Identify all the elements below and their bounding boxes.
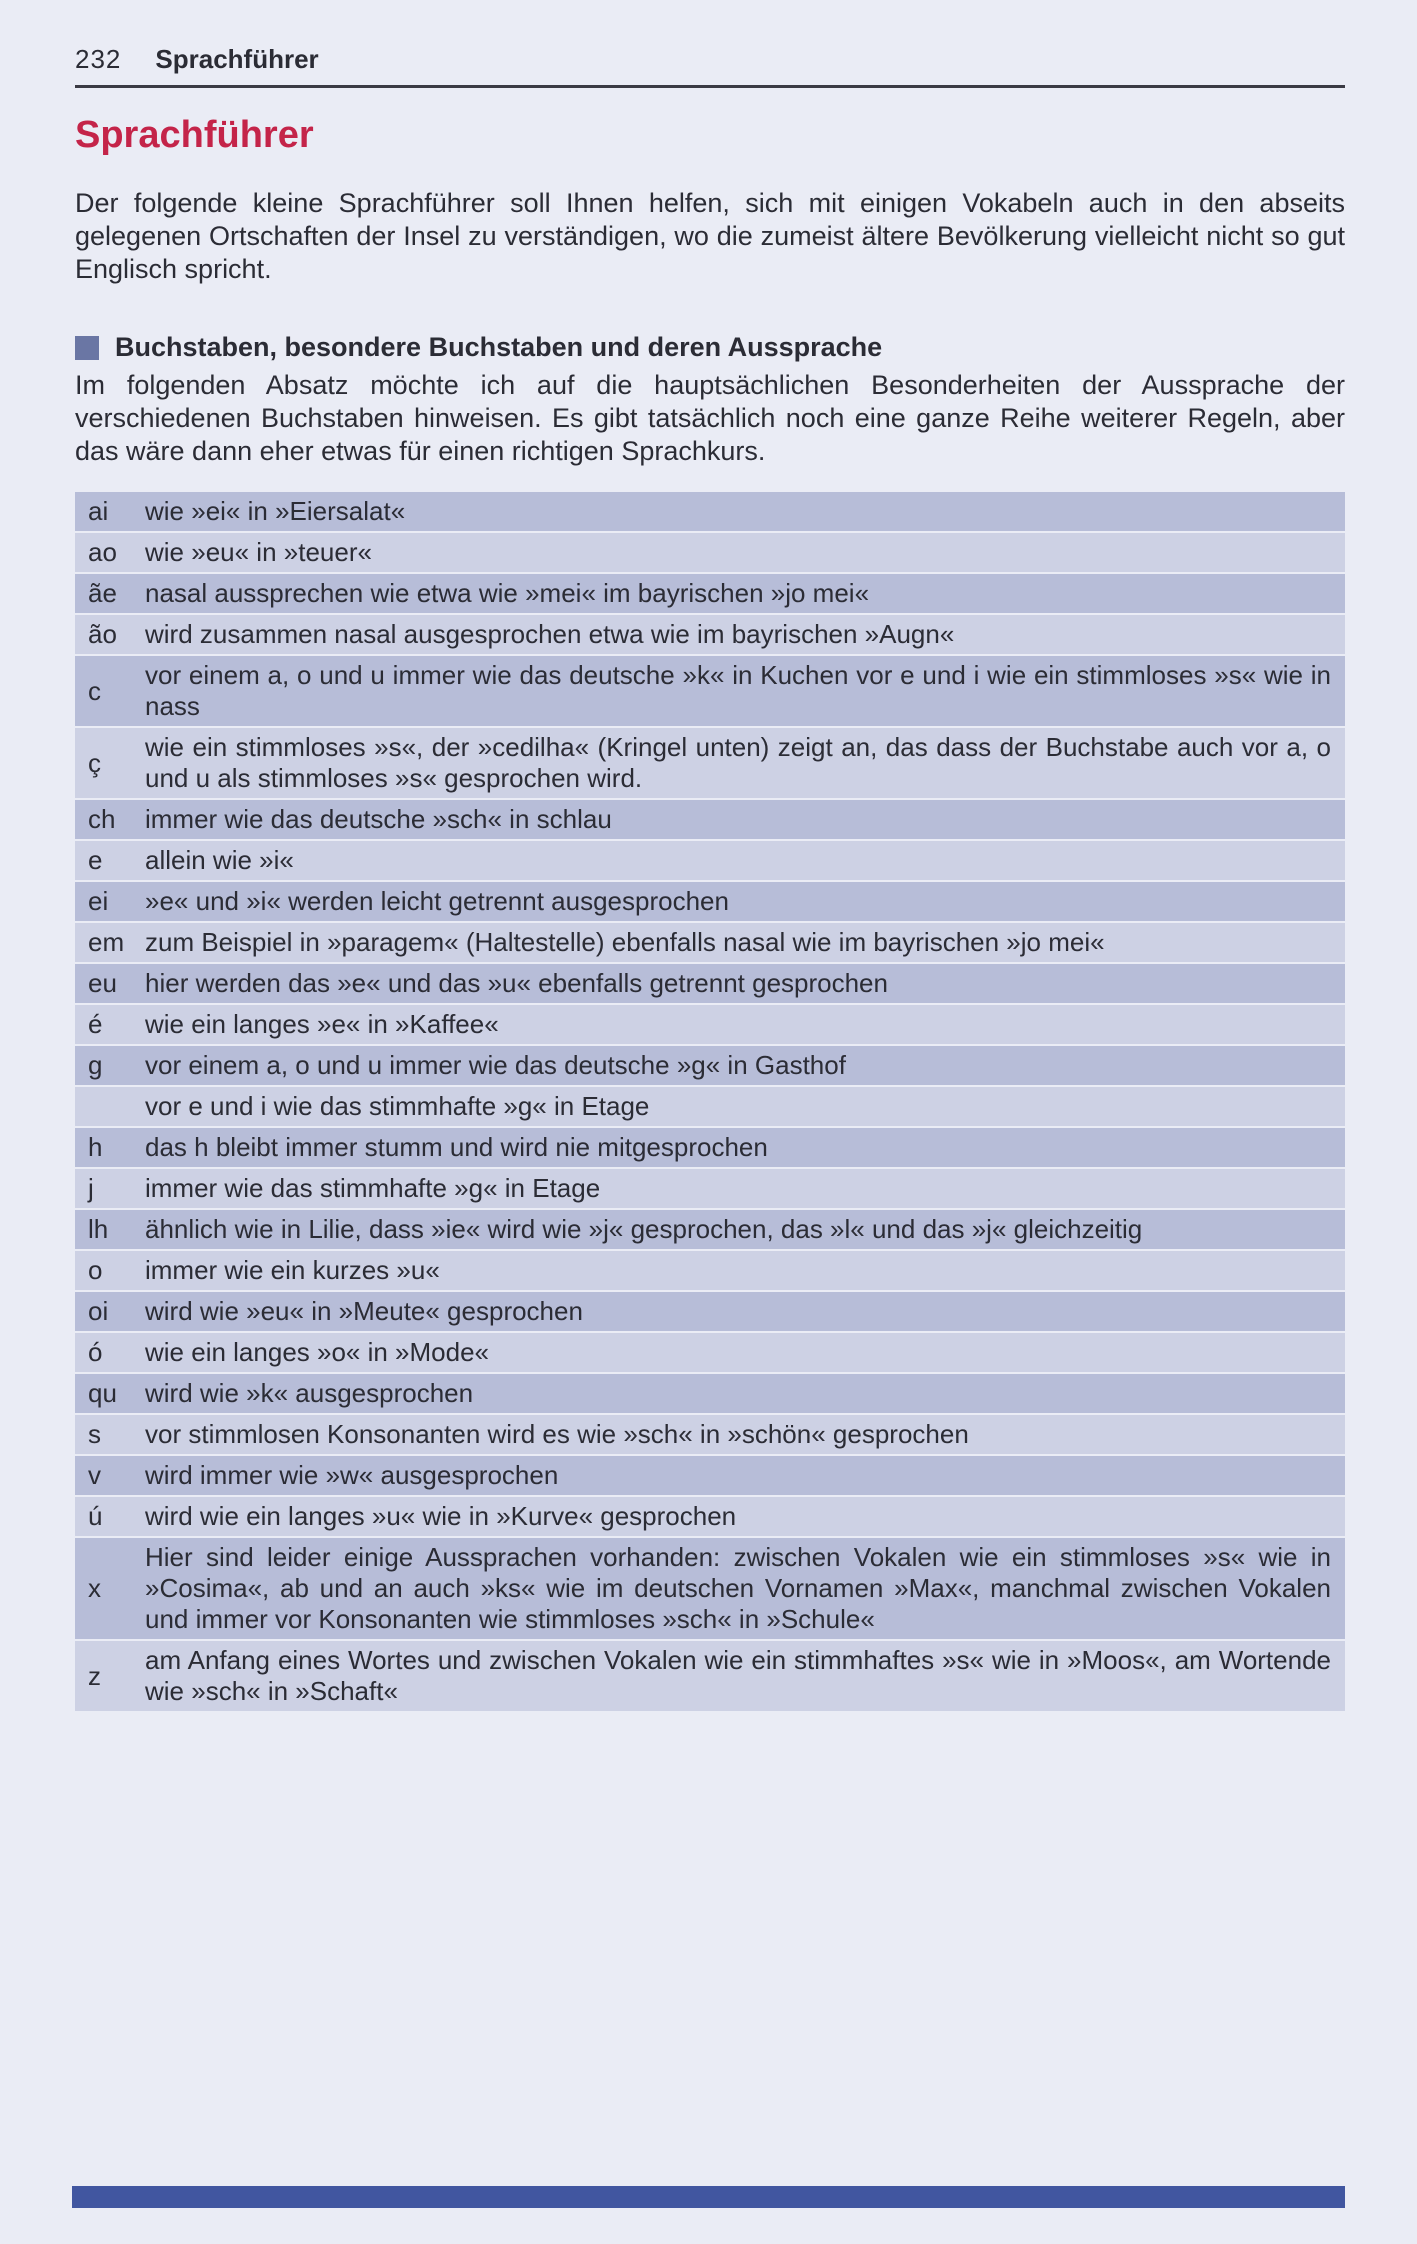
table-row xyxy=(75,1641,1345,1711)
letter-cell: eu xyxy=(88,968,117,998)
description-cell: zum Beispiel in »paragem« (Haltestelle) ebenfalls nasal wie im bayrischen »jo mei« xyxy=(145,927,1105,957)
section-heading-text: Buchstaben, besondere Buchstaben und deren Aussprache xyxy=(115,332,883,362)
table-row xyxy=(75,1128,1345,1167)
description-cell: wird wie »k« ausgesprochen xyxy=(145,1378,474,1408)
letter-cell: lh xyxy=(88,1214,109,1244)
letter-cell: ai xyxy=(88,496,109,526)
letter-cell: ch xyxy=(88,804,116,834)
table-row xyxy=(75,574,1345,613)
table-row xyxy=(75,841,1345,880)
table-row xyxy=(75,1333,1345,1372)
section-heading xyxy=(75,332,1345,363)
description-cell: wie ein langes »e« in »Kaffee« xyxy=(145,1009,499,1039)
table-row xyxy=(75,882,1345,921)
letter-cell: ãe xyxy=(88,578,117,608)
intro-paragraph: Der folgende kleine Sprachführer soll Ihnen helfen, sich mit einigen Vokabeln auch in den abseits gelegenen Ortschaften der Insel zu verständigen, wo die zumeist ältere Bevölkerung vielleicht nicht so gut Englisch spricht. xyxy=(75,188,1345,284)
description-cell: das h bleibt immer stumm und wird nie mitgesprochen xyxy=(145,1132,768,1162)
description-cell: wie »eu« in »teuer« xyxy=(145,537,372,567)
page-number: 232 xyxy=(75,44,122,74)
letter-cell: x xyxy=(88,1573,101,1603)
table-row xyxy=(75,615,1345,654)
letter-cell: ão xyxy=(88,619,117,649)
letter-cell: qu xyxy=(88,1378,117,1408)
running-title: Sprachführer xyxy=(155,44,319,74)
description-cell: wird immer wie »w« ausgesprochen xyxy=(145,1460,559,1490)
table-row xyxy=(75,1456,1345,1495)
letter-cell: e xyxy=(88,845,103,875)
letter-cell: h xyxy=(88,1132,103,1162)
page-title: Sprachführer xyxy=(75,114,314,156)
description-cell: ähnlich wie in Lilie, dass »ie« wird wie »j« gesprochen, das »l« und das »j« gleichzeitig xyxy=(145,1214,1143,1244)
letter-cell: o xyxy=(88,1255,103,1285)
table-row xyxy=(75,1005,1345,1044)
description-cell: allein wie »i« xyxy=(145,845,294,875)
table-row xyxy=(75,1292,1345,1331)
description-cell: wie ein langes »o« in »Mode« xyxy=(145,1337,490,1367)
running-head xyxy=(75,44,1345,88)
table-row xyxy=(75,1538,1345,1639)
table-row xyxy=(75,533,1345,572)
letter-cell: s xyxy=(88,1419,101,1449)
table-row xyxy=(75,656,1345,726)
table-row xyxy=(75,1087,1345,1126)
table-row xyxy=(75,800,1345,839)
description-cell: vor e und i wie das stimmhafte »g« in Etage xyxy=(145,1091,650,1121)
table-row xyxy=(75,1497,1345,1536)
letter-cell: ú xyxy=(88,1501,103,1531)
letter-cell: em xyxy=(88,927,125,957)
letter-cell: z xyxy=(88,1660,101,1691)
description-cell: »e« und »i« werden leicht getrennt ausgesprochen xyxy=(145,886,729,916)
table-row xyxy=(75,1251,1345,1290)
pronunciation-table xyxy=(75,492,1345,1711)
description-cell: wie ein stimmloses »s«, der »cedilha« (Kringel unten) zeigt an, das dass der Buchstabe auch vor a, o und u als stimmloses »s« gesprochen wird. xyxy=(145,732,1331,793)
table-row xyxy=(75,1046,1345,1085)
description-cell: hier werden das »e« und das »u« ebenfalls getrennt gesprochen xyxy=(145,968,888,998)
footer-bar xyxy=(72,2186,1345,2208)
description-cell: wird wie ein langes »u« wie in »Kurve« gesprochen xyxy=(145,1501,737,1531)
description-cell: wird wie »eu« in »Meute« gesprochen xyxy=(145,1296,583,1326)
letter-cell: v xyxy=(88,1460,101,1490)
table-row xyxy=(75,1415,1345,1454)
table-row xyxy=(75,923,1345,962)
description-cell: am Anfang eines Wortes und zwischen Vokalen wie ein stimmhaftes »s« wie in »Moos«, am Wortende wie »sch« in »Schaft« xyxy=(145,1645,1331,1706)
letter-cell: ç xyxy=(88,747,101,778)
table-row xyxy=(75,492,1345,531)
table-row xyxy=(75,1374,1345,1413)
description-cell: immer wie ein kurzes »u« xyxy=(145,1255,440,1285)
letter-cell: ó xyxy=(88,1337,103,1367)
letter-cell: c xyxy=(88,675,101,706)
section-square-icon xyxy=(75,336,99,360)
letter-cell: oi xyxy=(88,1296,109,1326)
letter-cell: g xyxy=(88,1050,103,1080)
table-row xyxy=(75,1210,1345,1249)
description-cell: Hier sind leider einige Aussprachen vorhanden: zwischen Vokalen wie ein stimmloses »s« wie in »Cosima«, ab und an auch »ks« wie im deutschen Vornamen »Max«, manchmal zwischen Vokalen und immer vor Konsonanten wie stimmloses »sch« in »Schule« xyxy=(145,1542,1331,1634)
letter-cell: j xyxy=(88,1173,94,1203)
description-cell: wird zusammen nasal ausgesprochen etwa wie im bayrischen »Augn« xyxy=(145,619,955,649)
description-cell: wie »ei« in »Eiersalat« xyxy=(145,496,406,526)
letter-cell xyxy=(75,1087,145,1126)
table-row xyxy=(75,1169,1345,1208)
description-cell: vor einem a, o und u immer wie das deutsche »k« in Kuchen vor e und i wie ein stimmloses »s« wie in nass xyxy=(145,660,1331,721)
table-row xyxy=(75,964,1345,1003)
letter-cell: ao xyxy=(88,537,117,567)
description-cell: vor stimmlosen Konsonanten wird es wie »sch« in »schön« gesprochen xyxy=(145,1419,969,1449)
letter-cell: é xyxy=(88,1009,103,1039)
letter-cell: ei xyxy=(88,886,109,916)
description-cell: nasal aussprechen wie etwa wie »mei« im bayrischen »jo mei« xyxy=(145,578,870,608)
description-cell: vor einem a, o und u immer wie das deutsche »g« in Gasthof xyxy=(145,1050,846,1080)
section-paragraph: Im folgenden Absatz möchte ich auf die hauptsächlichen Besonderheiten der Aussprache der verschiedenen Buchstaben hinweisen. Es gibt tatsächlich noch eine ganze Reihe weiterer Regeln, aber das wäre dann eher etwas für einen richtigen Sprachkurs. xyxy=(75,370,1345,466)
table-row xyxy=(75,728,1345,798)
description-cell: immer wie das stimmhafte »g« in Etage xyxy=(145,1173,601,1203)
description-cell: immer wie das deutsche »sch« in schlau xyxy=(145,804,612,834)
